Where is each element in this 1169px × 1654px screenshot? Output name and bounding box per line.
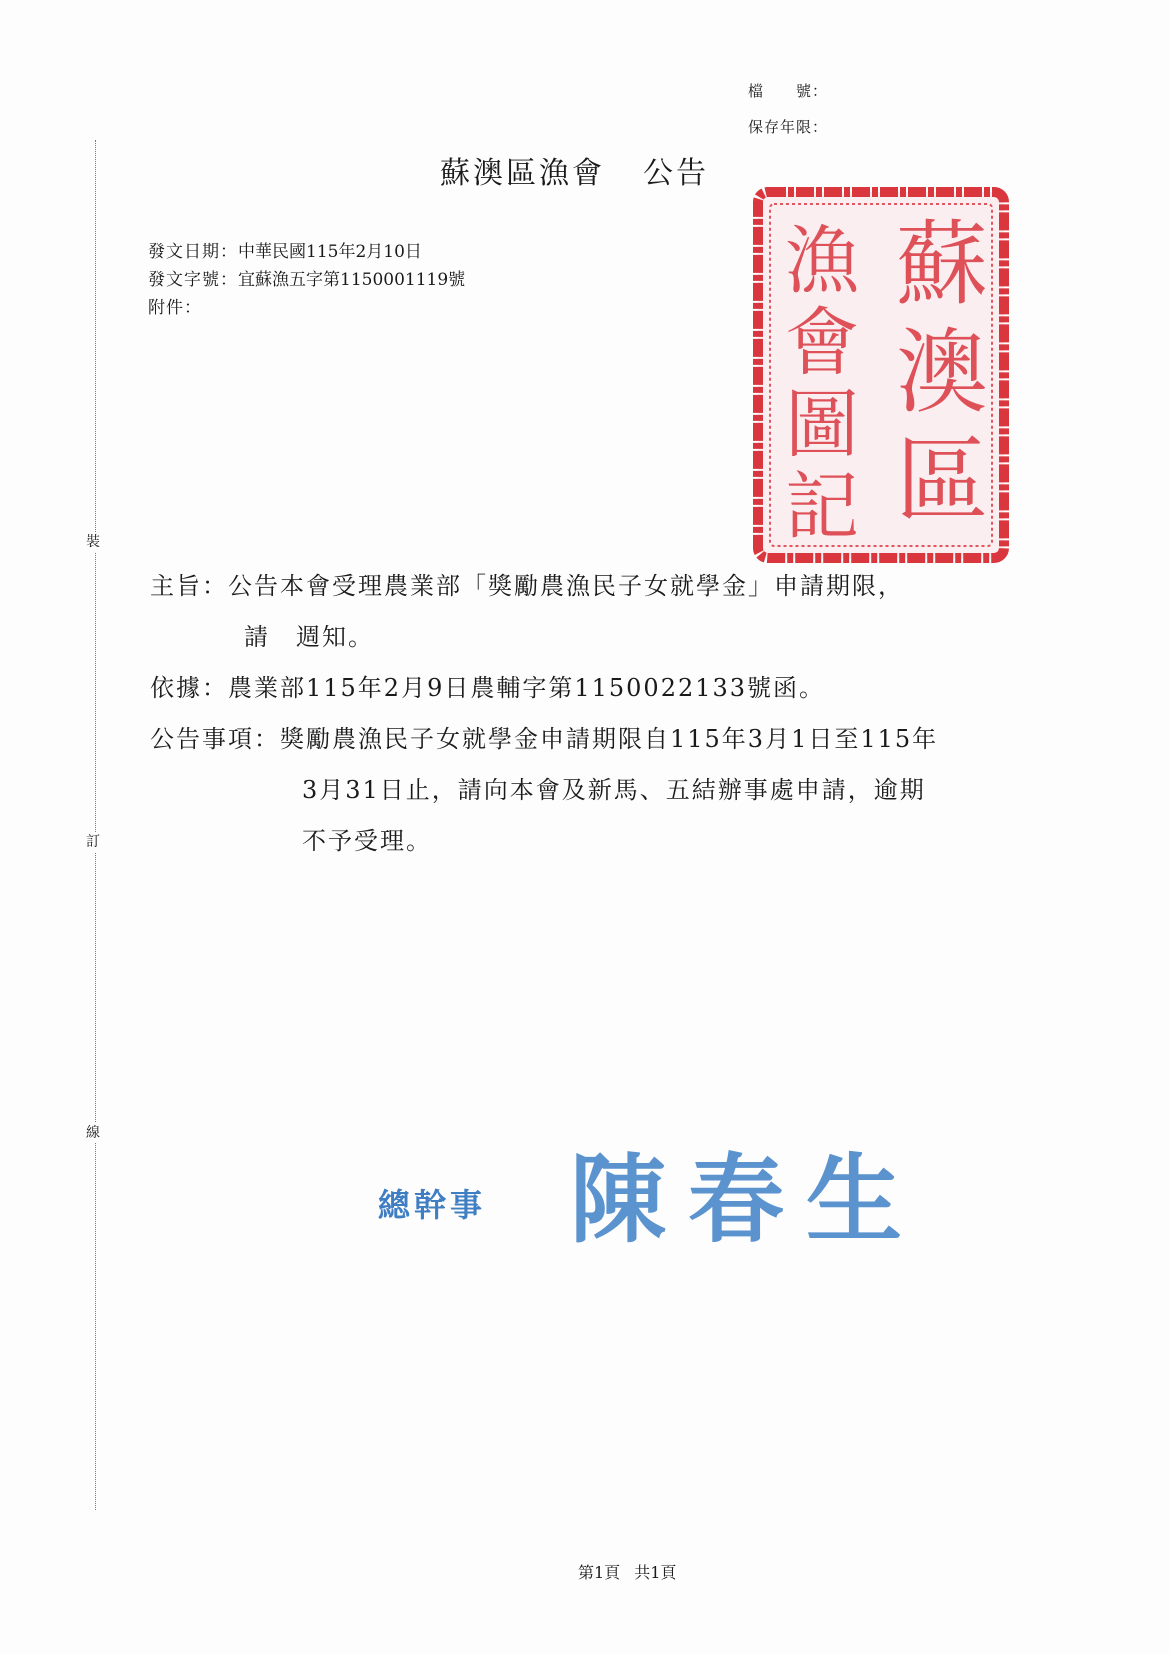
attachment-label: 附件： bbox=[148, 298, 202, 318]
subject-line-2: 請 週知。 bbox=[244, 623, 374, 651]
issue-date-value: 中華民國115年2月10日 bbox=[238, 242, 422, 262]
seal-stamp-icon bbox=[752, 186, 1010, 564]
items-line-2: 3月31日止，請向本會及新馬、五結辦事處申請，逾期 bbox=[302, 776, 926, 804]
seal-char-6: 圖 bbox=[785, 382, 859, 468]
seal-char-1: 蘇 bbox=[895, 211, 989, 318]
subject-label: 主旨： bbox=[150, 572, 228, 600]
attachment bbox=[148, 298, 202, 318]
items-line-3: 不予受理。 bbox=[302, 827, 432, 855]
seal-char-2: 澳 bbox=[895, 319, 989, 426]
page-total: 共1頁 bbox=[634, 1563, 677, 1582]
title-doc-type: 公告 bbox=[643, 156, 709, 191]
basis-text: 農業部115年2月9日農輔字第1150022133號函。 bbox=[228, 674, 826, 702]
binding-line bbox=[95, 140, 96, 1510]
subject-line-1 bbox=[150, 571, 904, 601]
binding-char-bind: 裝 bbox=[86, 534, 100, 550]
basis-line bbox=[150, 673, 825, 703]
signature-name: 陳春生 bbox=[570, 1143, 924, 1256]
reference-number bbox=[148, 270, 465, 290]
seal-char-4: 漁 bbox=[785, 218, 859, 304]
page-number: 第1頁 bbox=[578, 1563, 621, 1582]
items-label: 公告事項： bbox=[150, 725, 280, 753]
issue-date bbox=[148, 242, 422, 262]
seal-char-7: 記 bbox=[785, 464, 859, 550]
items-text-1: 獎勵農漁民子女就學金申請期限自115年3月1日至115年 bbox=[280, 725, 939, 753]
reference-number-value: 宜蘇漁五字第1150001119號 bbox=[238, 270, 466, 290]
file-number-label: 檔 號： bbox=[748, 82, 829, 100]
subject-text-1: 公告本會受理農業部「獎勵農漁民子女就學金」申請期限， bbox=[228, 572, 904, 600]
page-title bbox=[440, 148, 709, 192]
reference-number-label: 發文字號： bbox=[148, 270, 238, 290]
seal-char-3: 區 bbox=[895, 427, 989, 534]
binding-char-staple: 訂 bbox=[86, 834, 100, 850]
official-seal bbox=[752, 186, 1010, 564]
retention-label: 保存年限： bbox=[748, 118, 829, 136]
page-footer bbox=[578, 1560, 676, 1583]
issue-date-label: 發文日期： bbox=[148, 242, 238, 262]
basis-label: 依據： bbox=[150, 674, 228, 702]
title-org: 蘇澳區漁會 bbox=[440, 156, 605, 191]
seal-char-5: 會 bbox=[785, 300, 859, 386]
items-line-1 bbox=[150, 724, 938, 754]
binding-char-line: 線 bbox=[86, 1125, 100, 1141]
signature-title: 總幹事 bbox=[378, 1186, 487, 1224]
